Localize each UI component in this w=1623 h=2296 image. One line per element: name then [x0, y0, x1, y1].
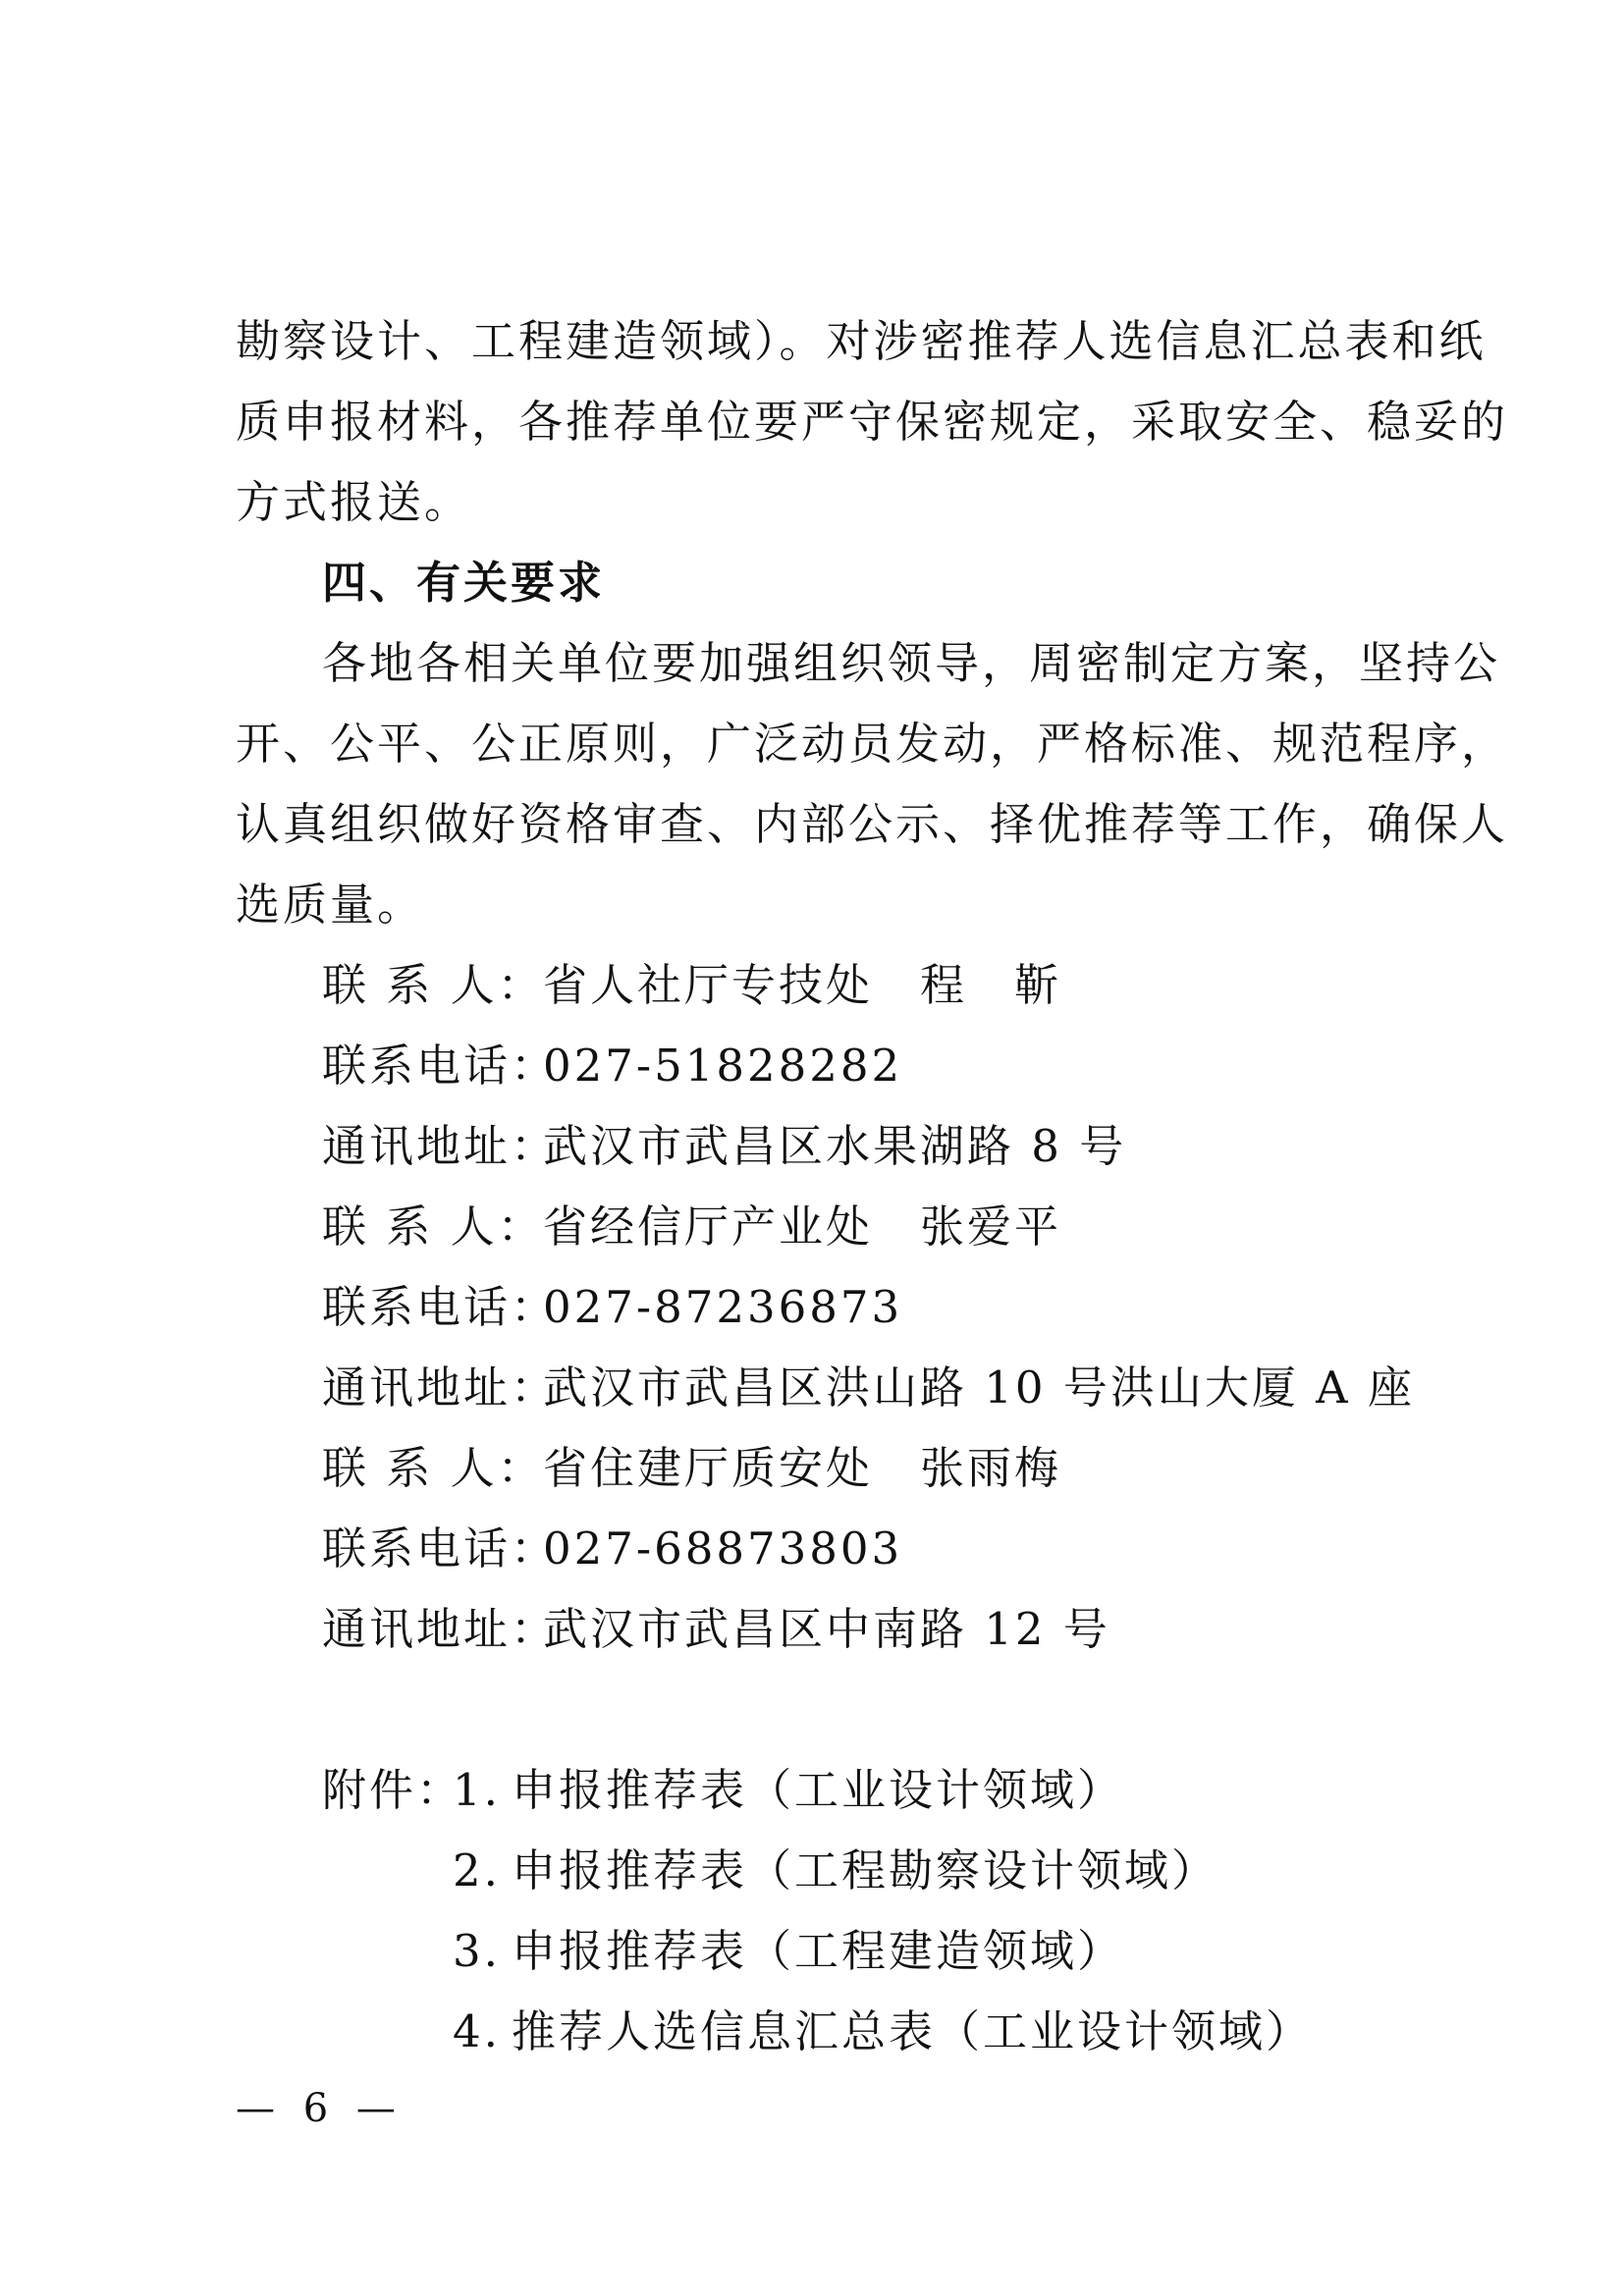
contact-value: 省人社厅专技处 程 靳 [543, 959, 1062, 1011]
contact-label: 联 系 人： [322, 1442, 545, 1494]
attachment-title: 申报推荐表（工程勘察设计领域） [512, 1844, 1219, 1896]
address-value: 武汉市武昌区洪山路 10 号洪山大厦 A 座 [543, 1362, 1415, 1414]
contact-value: 省经信厅产业处 张爱平 [543, 1201, 1062, 1253]
address-value: 武汉市武昌区水果湖路 8 号 [543, 1120, 1127, 1172]
contact-person-3 [322, 1439, 1481, 1498]
phone-value: 027-87236873 [543, 1281, 903, 1333]
attachment-number: 4. [453, 2005, 501, 2057]
paragraph-2-line-4: 选质量。 [236, 879, 425, 931]
address-label: 通讯地址： [322, 1120, 559, 1172]
paragraph-1-line-3: 方式报送。 [236, 476, 472, 528]
contact-phone-2 [322, 1278, 1481, 1337]
phone-label: 联系电话： [322, 1522, 559, 1575]
paragraph-2-line-3: 认真组织做好资格审查、内部公示、择优推荐等工作，确保人 [236, 798, 1509, 850]
contact-value: 省住建厅质安处 张雨梅 [543, 1442, 1062, 1494]
attachment-item-1 [322, 1761, 1481, 1820]
attachment-item-2 [453, 1842, 1611, 1900]
contact-address-2 [322, 1359, 1481, 1417]
contact-phone-3 [322, 1520, 1481, 1578]
paragraph-2-line-2: 开、公平、公正原则，广泛动员发动，严格标准、规范程序， [236, 718, 1509, 770]
phone-label: 联系电话： [322, 1281, 559, 1333]
contact-person-2 [322, 1198, 1481, 1256]
attachment-item-4 [453, 2002, 1611, 2061]
paragraph-2-line-1: 各地各相关单位要加强组织领导，周密制定方案，坚持公 [322, 637, 1501, 689]
attachment-item-3 [453, 1922, 1611, 1981]
contact-label: 联 系 人： [322, 959, 545, 1011]
contact-label: 联 系 人： [322, 1201, 545, 1253]
address-label: 通讯地址： [322, 1362, 559, 1414]
paragraph-1-line-2: 质申报材料，各推荐单位要严守保密规定，采取安全、稳妥的 [236, 396, 1509, 448]
contact-person-1 [322, 956, 1481, 1015]
attachment-number: 1. [453, 1764, 501, 1816]
contact-phone-1 [322, 1037, 1481, 1095]
contact-address-1 [322, 1117, 1481, 1176]
attachment-number: 2. [453, 1844, 501, 1896]
attachments-label: 附件： [322, 1764, 464, 1816]
contact-address-3 [322, 1600, 1481, 1659]
address-label: 通讯地址： [322, 1603, 559, 1655]
attachment-title: 申报推荐表（工程建造领域） [512, 1925, 1125, 1977]
attachment-number: 3. [453, 1925, 501, 1977]
attachment-title: 推荐人选信息汇总表（工业设计领域） [512, 2005, 1314, 2057]
phone-value: 027-68873803 [543, 1522, 903, 1575]
phone-value: 027-51828282 [543, 1040, 903, 1092]
page-number: — 6 — [236, 2086, 404, 2131]
section-heading: 四、有关要求 [322, 557, 606, 609]
attachment-title: 申报推荐表（工业设计领域） [512, 1764, 1125, 1816]
address-value: 武汉市武昌区中南路 12 号 [543, 1603, 1110, 1655]
phone-label: 联系电话： [322, 1040, 559, 1092]
paragraph-1-line-1: 勘察设计、工程建造领域）。对涉密推荐人选信息汇总表和纸 [236, 315, 1487, 367]
